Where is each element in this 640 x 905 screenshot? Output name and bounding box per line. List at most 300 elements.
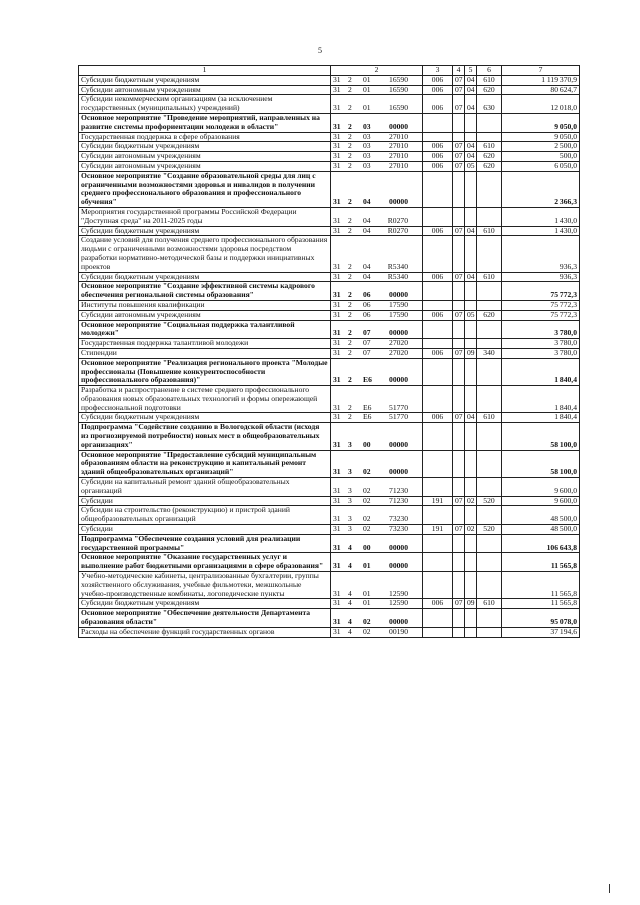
code-part: R5340 xyxy=(387,261,408,271)
classification-code xyxy=(331,572,423,599)
classification-code xyxy=(331,386,423,413)
amount-value: 1 119 370,9 xyxy=(502,75,580,85)
classification-code xyxy=(331,236,423,272)
code-part: 04 xyxy=(363,261,371,271)
item-name: Основное мероприятие "Проведение мероприятий, направленных на развитие системы профориентации молодежи в области" xyxy=(79,113,331,132)
code-part: 00 xyxy=(363,542,371,552)
code-part: 04 xyxy=(363,272,371,281)
amount-value: 12 018,0 xyxy=(502,95,580,114)
code-part: 2 xyxy=(348,132,352,141)
code-part: 31 xyxy=(333,261,341,271)
section-code: 07 xyxy=(453,85,465,95)
table-row xyxy=(79,386,580,413)
ministry-code: 006 xyxy=(423,95,453,114)
item-name: Субсидии бюджетным учреждениям xyxy=(79,142,331,152)
expense-type-code xyxy=(477,358,502,385)
code-part: 31 xyxy=(333,496,341,505)
table-row xyxy=(79,161,580,171)
code-part: 01 xyxy=(363,85,371,94)
classification-code xyxy=(331,226,423,236)
code-part: 02 xyxy=(363,485,371,495)
expense-type-code: 610 xyxy=(477,75,502,85)
expense-type-code xyxy=(477,113,502,132)
item-name: Субсидии бюджетным учреждениям xyxy=(79,272,331,282)
classification-code xyxy=(331,161,423,171)
section-code xyxy=(453,506,465,525)
ministry-code xyxy=(423,627,453,637)
subsection-code xyxy=(465,506,477,525)
code-part: 03 xyxy=(363,121,371,131)
code-part: 31 xyxy=(333,514,341,524)
amount-value: 500,0 xyxy=(502,152,580,162)
classification-code xyxy=(331,478,423,497)
ministry-code: 191 xyxy=(423,496,453,506)
classification-code xyxy=(331,320,423,339)
amount-value: 2 500,0 xyxy=(502,142,580,152)
subsection-code: 04 xyxy=(465,272,477,282)
subsection-code: 05 xyxy=(465,161,477,171)
classification-code xyxy=(331,423,423,450)
subsection-code xyxy=(465,339,477,349)
item-name: Субсидии бюджетным учреждениям xyxy=(79,226,331,236)
code-part: 2 xyxy=(348,290,352,300)
code-part: 02 xyxy=(363,467,371,477)
table-row xyxy=(79,478,580,497)
classification-code xyxy=(331,496,423,506)
expense-type-code xyxy=(477,300,502,310)
code-part: 2 xyxy=(348,402,352,412)
subsection-code xyxy=(465,282,477,301)
section-code: 07 xyxy=(453,95,465,114)
ministry-code xyxy=(423,423,453,450)
expense-type-code: 520 xyxy=(477,525,502,535)
code-part: 31 xyxy=(333,375,341,385)
code-part: 2 xyxy=(348,348,352,357)
table-row xyxy=(79,348,580,358)
ministry-code xyxy=(423,339,453,349)
subsection-code: 04 xyxy=(465,95,477,114)
corner-mark xyxy=(609,884,610,893)
code-part: 31 xyxy=(333,588,341,598)
table-row xyxy=(79,142,580,152)
ministry-code xyxy=(423,450,453,477)
table-row xyxy=(79,423,580,450)
ministry-code xyxy=(423,609,453,628)
code-part: 27010 xyxy=(389,161,408,170)
item-name: Институты повышения квалификации xyxy=(79,300,331,310)
ministry-code xyxy=(423,553,453,572)
amount-value: 9 050,0 xyxy=(502,113,580,132)
code-part: 31 xyxy=(333,151,341,161)
section-code xyxy=(453,358,465,385)
table-row xyxy=(79,85,580,95)
code-part: 73230 xyxy=(389,524,408,534)
amount-value: 48 500,0 xyxy=(502,525,580,535)
table-row xyxy=(79,95,580,114)
section-code: 07 xyxy=(453,413,465,423)
amount-value: 11 565,8 xyxy=(502,553,580,572)
table-row xyxy=(79,207,580,226)
classification-code xyxy=(331,450,423,477)
section-code xyxy=(453,609,465,628)
code-part: 31 xyxy=(333,328,341,338)
code-part: 2 xyxy=(348,161,352,170)
expense-type-code: 610 xyxy=(477,599,502,609)
column-header: 6 xyxy=(477,66,502,76)
expense-type-code: 620 xyxy=(477,85,502,95)
ministry-code xyxy=(423,386,453,413)
subsection-code: 05 xyxy=(465,310,477,320)
classification-code xyxy=(331,171,423,207)
table-row xyxy=(79,339,580,349)
code-part: Е6 xyxy=(363,402,372,412)
code-part: 31 xyxy=(333,617,341,627)
classification-code xyxy=(331,132,423,142)
section-code: 07 xyxy=(453,272,465,282)
subsection-code: 04 xyxy=(465,152,477,162)
code-part: 31 xyxy=(333,197,341,207)
classification-code xyxy=(331,282,423,301)
expense-type-code: 610 xyxy=(477,226,502,236)
code-part: 2 xyxy=(348,300,352,309)
table-row xyxy=(79,75,580,85)
amount-value: 75 772,3 xyxy=(502,300,580,310)
classification-code xyxy=(331,358,423,385)
section-code xyxy=(453,339,465,349)
item-name: Субсидии некоммерческим организациям (за исключением государственных (муниципальных) учреждений) xyxy=(79,95,331,114)
section-code xyxy=(453,572,465,599)
section-code xyxy=(453,171,465,207)
code-part: 00000 xyxy=(389,290,408,300)
classification-code xyxy=(331,609,423,628)
code-part: 2 xyxy=(348,310,352,319)
code-part: 2 xyxy=(348,272,352,281)
classification-code xyxy=(331,75,423,85)
code-part: 04 xyxy=(363,226,371,235)
table-row xyxy=(79,272,580,282)
code-part: 06 xyxy=(363,300,371,309)
code-part: 02 xyxy=(363,617,371,627)
classification-code xyxy=(331,310,423,320)
subsection-code xyxy=(465,320,477,339)
code-part: 31 xyxy=(333,132,341,141)
amount-value: 11 565,8 xyxy=(502,572,580,599)
item-name: Субсидии бюджетным учреждениям xyxy=(79,75,331,85)
code-part: 02 xyxy=(363,627,371,636)
classification-code xyxy=(331,525,423,535)
header-row xyxy=(79,66,580,76)
expense-type-code xyxy=(477,171,502,207)
code-part: 2 xyxy=(348,412,352,422)
ministry-code xyxy=(423,132,453,142)
table-row xyxy=(79,132,580,142)
code-part: 00000 xyxy=(389,328,408,338)
classification-code xyxy=(331,627,423,637)
code-part: R0270 xyxy=(387,226,408,235)
subsection-code xyxy=(465,627,477,637)
amount-value: 3 780,0 xyxy=(502,339,580,349)
amount-value: 37 194,6 xyxy=(502,627,580,637)
item-name: Основное мероприятие "Обеспечение деятельности Департамента образования области" xyxy=(79,609,331,628)
section-code: 07 xyxy=(453,226,465,236)
code-part: 31 xyxy=(333,85,341,94)
code-part: 31 xyxy=(333,467,341,477)
subsection-code: 04 xyxy=(465,85,477,95)
item-name: Основное мероприятие "Создание эффективной системы кадрового обеспечения региональной системы образования" xyxy=(79,282,331,301)
code-part: 3 xyxy=(348,496,352,505)
code-part: 31 xyxy=(333,524,341,534)
classification-code xyxy=(331,339,423,349)
section-code: 07 xyxy=(453,525,465,535)
section-code xyxy=(453,207,465,226)
subsection-code xyxy=(465,423,477,450)
section-code xyxy=(453,534,465,553)
ministry-code: 006 xyxy=(423,599,453,609)
code-part: 2 xyxy=(348,261,352,271)
code-part: 2 xyxy=(348,375,352,385)
table-row xyxy=(79,300,580,310)
amount-value: 9 050,0 xyxy=(502,132,580,142)
table-row xyxy=(79,553,580,572)
ministry-code: 006 xyxy=(423,272,453,282)
table-row xyxy=(79,113,580,132)
expense-type-code xyxy=(477,553,502,572)
ministry-code xyxy=(423,320,453,339)
column-header: 1 xyxy=(79,66,331,76)
code-part: 31 xyxy=(333,598,341,608)
expense-type-code: 610 xyxy=(477,413,502,423)
expense-type-code: 610 xyxy=(477,142,502,152)
item-name: Субсидии на капитальный ремонт зданий общеобразовательных организаций xyxy=(79,478,331,497)
code-part: 07 xyxy=(363,338,371,348)
code-part: 4 xyxy=(348,542,352,552)
amount-value: 1 430,0 xyxy=(502,207,580,226)
code-part: 3 xyxy=(348,467,352,477)
expense-type-code xyxy=(477,572,502,599)
code-part: 07 xyxy=(363,328,371,338)
code-part: 31 xyxy=(333,402,341,412)
code-part: 4 xyxy=(348,588,352,598)
code-part: 2 xyxy=(348,85,352,94)
code-part: 17590 xyxy=(389,310,408,319)
code-part: 31 xyxy=(333,627,341,636)
amount-value: 9 600,0 xyxy=(502,496,580,506)
code-part: 3 xyxy=(348,514,352,524)
item-name: Субсидии бюджетным учреждениям xyxy=(79,599,331,609)
ministry-code: 006 xyxy=(423,348,453,358)
code-part: 31 xyxy=(333,338,341,348)
ministry-code: 006 xyxy=(423,142,453,152)
subsection-code xyxy=(465,207,477,226)
amount-value: 106 643,8 xyxy=(502,534,580,553)
amount-value: 11 565,8 xyxy=(502,599,580,609)
classification-code xyxy=(331,85,423,95)
classification-code xyxy=(331,413,423,423)
amount-value: 58 100,0 xyxy=(502,450,580,477)
code-part: 12590 xyxy=(389,598,408,608)
subsection-code xyxy=(465,553,477,572)
item-name: Расходы на обеспечение функций государственных органов xyxy=(79,627,331,637)
subsection-code: 04 xyxy=(465,142,477,152)
expense-type-code xyxy=(477,627,502,637)
expense-type-code: 620 xyxy=(477,161,502,171)
code-part: 2 xyxy=(348,75,352,84)
code-part: 51770 xyxy=(389,402,408,412)
subsection-code xyxy=(465,113,477,132)
ministry-code: 006 xyxy=(423,226,453,236)
expense-type-code: 620 xyxy=(477,152,502,162)
item-name: Основное мероприятие "Социальная поддержка талантливой молодежи" xyxy=(79,320,331,339)
amount-value: 75 772,3 xyxy=(502,282,580,301)
ministry-code xyxy=(423,113,453,132)
section-code xyxy=(453,423,465,450)
amount-value: 9 600,0 xyxy=(502,478,580,497)
amount-value: 936,3 xyxy=(502,272,580,282)
section-code: 07 xyxy=(453,496,465,506)
section-code xyxy=(453,627,465,637)
code-part: 51770 xyxy=(389,412,408,422)
subsection-code xyxy=(465,236,477,272)
subsection-code xyxy=(465,609,477,628)
code-part: 31 xyxy=(333,348,341,357)
section-code xyxy=(453,300,465,310)
code-part: 06 xyxy=(363,290,371,300)
expense-type-code: 620 xyxy=(477,310,502,320)
item-name: Создание условий для получения среднего профессионального образования людьми с ограниченными возможностями здоровья посредством разработки нормативно-методической базы и поддержки инициативных проектов xyxy=(79,236,331,272)
code-part: R5340 xyxy=(387,272,408,281)
subsection-code xyxy=(465,450,477,477)
code-part: Е6 xyxy=(363,412,372,422)
code-part: 31 xyxy=(333,290,341,300)
column-header: 5 xyxy=(465,66,477,76)
item-name: Основное мероприятие "Оказание государственных услуг и выполнение работ бюджетными организациями в сфере образования" xyxy=(79,553,331,572)
subsection-code: 02 xyxy=(465,525,477,535)
section-code xyxy=(453,478,465,497)
code-part: 02 xyxy=(363,514,371,524)
code-part: 31 xyxy=(333,485,341,495)
subsection-code xyxy=(465,478,477,497)
section-code: 07 xyxy=(453,152,465,162)
expense-type-code xyxy=(477,534,502,553)
column-header: 2 xyxy=(331,66,423,76)
item-name: Субсидии xyxy=(79,496,331,506)
amount-value: 3 780,0 xyxy=(502,320,580,339)
table-row xyxy=(79,525,580,535)
item-name: Подпрограмма "Обеспечение создания условий для реализации государственной программы" xyxy=(79,534,331,553)
table-row xyxy=(79,236,580,272)
subsection-code: 09 xyxy=(465,348,477,358)
code-part: 00000 xyxy=(389,467,408,477)
expense-type-code: 520 xyxy=(477,496,502,506)
code-part: 00000 xyxy=(389,121,408,131)
table-row xyxy=(79,413,580,423)
code-part: 00000 xyxy=(389,197,408,207)
ministry-code: 006 xyxy=(423,152,453,162)
item-name: Субсидии автономным учреждениям xyxy=(79,152,331,162)
code-part: 31 xyxy=(333,121,341,131)
amount-value: 58 100,0 xyxy=(502,423,580,450)
code-part: 03 xyxy=(363,151,371,161)
classification-code xyxy=(331,348,423,358)
code-part: 12590 xyxy=(389,588,408,598)
subsection-code xyxy=(465,300,477,310)
expense-type-code xyxy=(477,320,502,339)
code-part: 27010 xyxy=(389,141,408,151)
code-part: 2 xyxy=(348,141,352,151)
code-part: Е6 xyxy=(363,375,372,385)
ministry-code xyxy=(423,506,453,525)
amount-value: 1 430,0 xyxy=(502,226,580,236)
code-part: 2 xyxy=(348,197,352,207)
code-part: 31 xyxy=(333,412,341,422)
code-part: 01 xyxy=(363,588,371,598)
classification-code xyxy=(331,113,423,132)
code-part: 03 xyxy=(363,161,371,170)
item-name: Разработка и распространение в системе среднего профессионального образования новых образовательных технологий и формы опережающей профессиональной подготовки xyxy=(79,386,331,413)
item-name: Основное мероприятие "Реализация регионального проекта "Молодые профессионалы (Повышение конкурентоспособности профессионального образования)" xyxy=(79,358,331,385)
subsection-code xyxy=(465,171,477,207)
section-code xyxy=(453,236,465,272)
code-part: 16590 xyxy=(389,103,408,113)
subsection-code: 09 xyxy=(465,599,477,609)
classification-code xyxy=(331,553,423,572)
classification-code xyxy=(331,506,423,525)
item-name: Субсидии на строительство (реконструкцию) и пристрой зданий общеобразовательных организаций xyxy=(79,506,331,525)
code-part: 2 xyxy=(348,226,352,235)
section-code: 07 xyxy=(453,161,465,171)
ministry-code: 006 xyxy=(423,161,453,171)
section-code: 07 xyxy=(453,142,465,152)
expense-type-code xyxy=(477,423,502,450)
expense-type-code xyxy=(477,207,502,226)
table-row xyxy=(79,320,580,339)
item-name: Субсидии автономным учреждениям xyxy=(79,161,331,171)
table-row xyxy=(79,171,580,207)
ministry-code xyxy=(423,478,453,497)
table-row xyxy=(79,310,580,320)
table-row xyxy=(79,496,580,506)
ministry-code: 006 xyxy=(423,85,453,95)
code-part: R0270 xyxy=(387,215,408,225)
ministry-code xyxy=(423,572,453,599)
table-row xyxy=(79,599,580,609)
item-name: Субсидии xyxy=(79,525,331,535)
item-name: Основное мероприятие "Создание образовательной среды для лиц с ограниченными возможностями здоровья и инвалидов в получении среднего профессионального образования и профессионального обучения" xyxy=(79,171,331,207)
code-part: 03 xyxy=(363,132,371,141)
code-part: 03 xyxy=(363,141,371,151)
table-row xyxy=(79,609,580,628)
expense-type-code: 610 xyxy=(477,272,502,282)
section-code xyxy=(453,450,465,477)
code-part: 06 xyxy=(363,310,371,319)
table-row xyxy=(79,152,580,162)
code-part: 3 xyxy=(348,524,352,534)
item-name: Учебно-методические кабинеты, централизованные бухгалтерии, группы хозяйственного обслуживания, учебные фильмотеки, межшкольные учебно-производственные комбинаты, логопедические пункты xyxy=(79,572,331,599)
code-part: 3 xyxy=(348,439,352,449)
table-row xyxy=(79,572,580,599)
code-part: 4 xyxy=(348,627,352,636)
section-code: 07 xyxy=(453,310,465,320)
code-part: 4 xyxy=(348,617,352,627)
code-part: 2 xyxy=(348,215,352,225)
ministry-code xyxy=(423,171,453,207)
code-part: 2 xyxy=(348,338,352,348)
subsection-code xyxy=(465,358,477,385)
section-code: 07 xyxy=(453,348,465,358)
code-part: 16590 xyxy=(389,75,408,84)
subsection-code: 04 xyxy=(465,413,477,423)
code-part: 31 xyxy=(333,561,341,571)
